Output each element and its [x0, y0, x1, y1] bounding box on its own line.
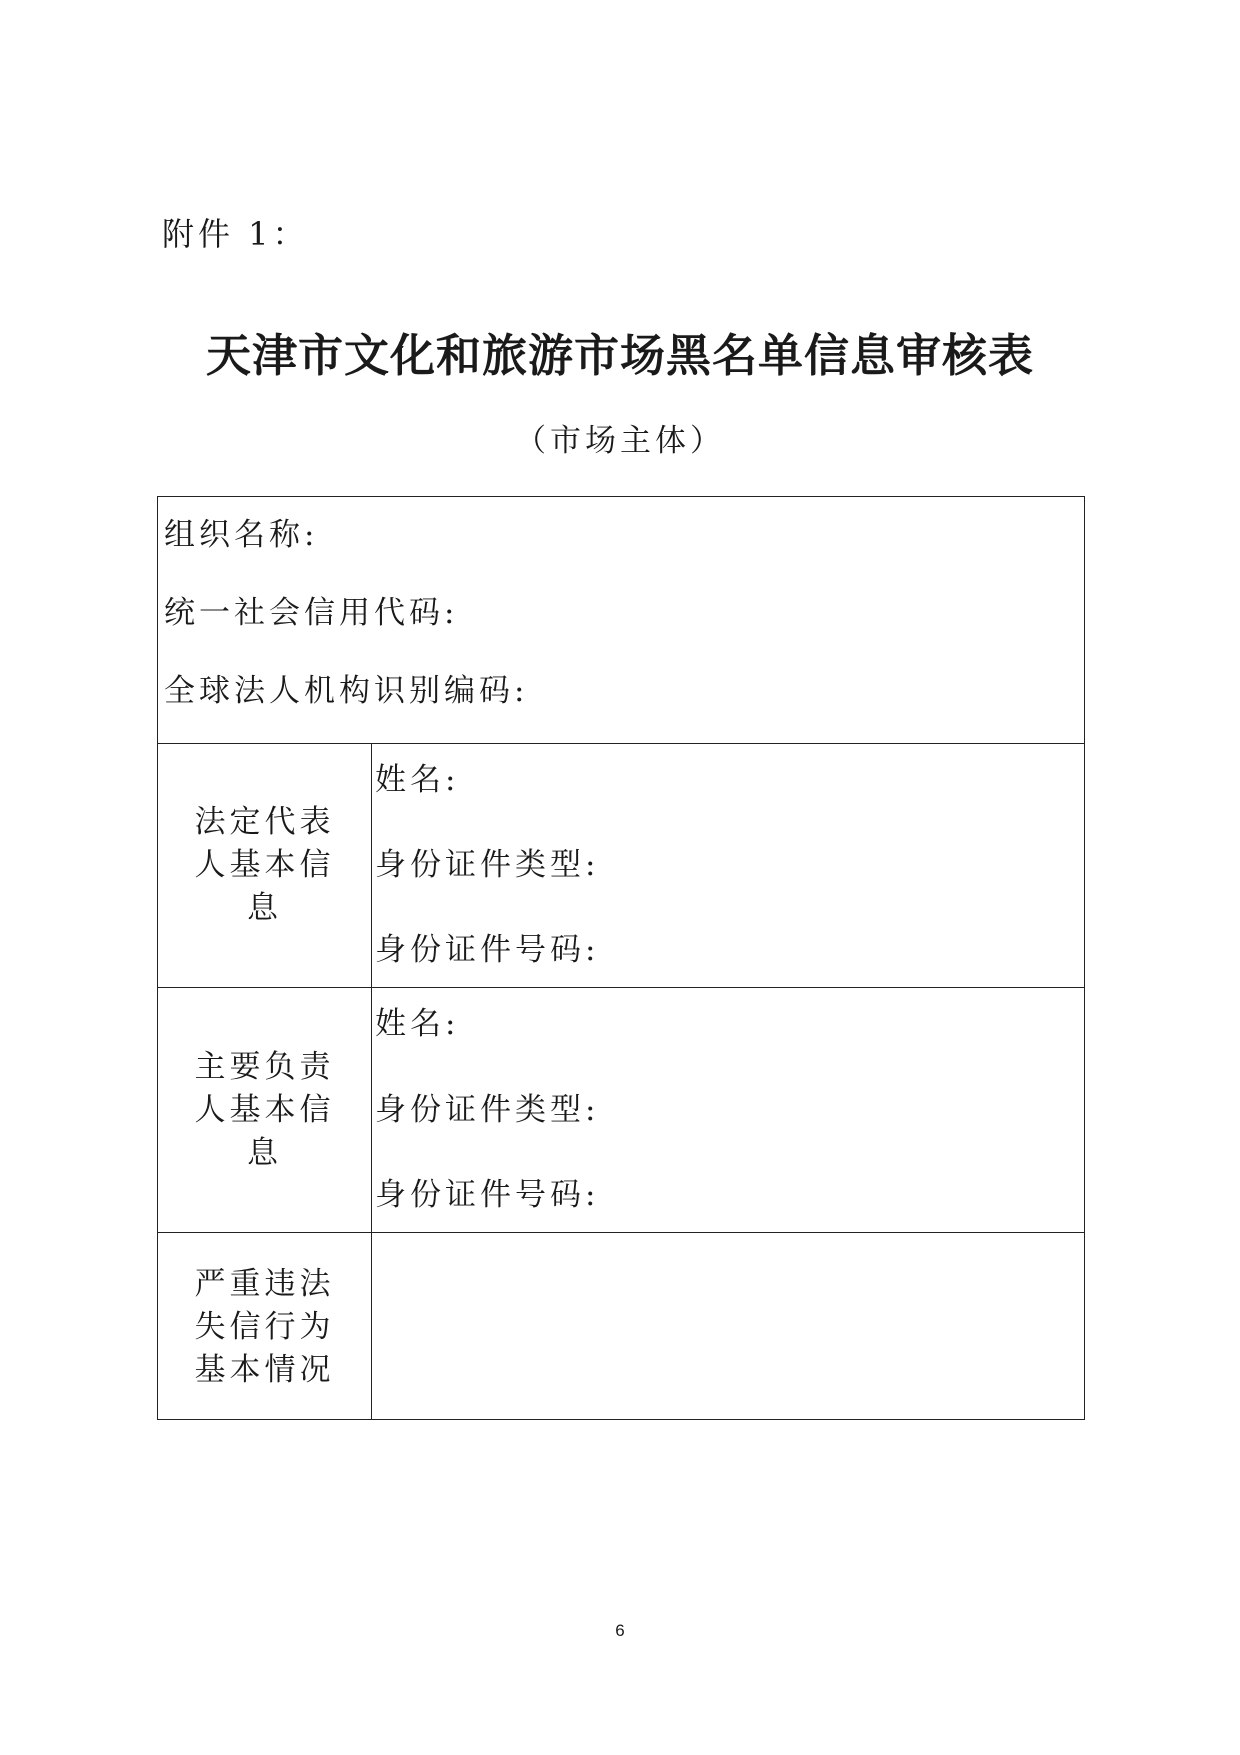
audit-form-table — [157, 496, 1085, 1420]
principal-id-type-label: 身份证件类型: — [375, 1092, 600, 1128]
violation-section-cell — [158, 1233, 371, 1421]
violation-section-label: 严重违法失信行为基本情况 — [194, 1265, 335, 1388]
lei-label: 全球法人机构识别编码: — [164, 673, 529, 709]
principal-section-label: 主要负责人基本信息 — [194, 1048, 335, 1171]
legal-rep-section-label: 法定代表人基本信息 — [194, 804, 335, 926]
credit-code-label: 统一社会信用代码: — [164, 595, 459, 631]
legal-rep-name-label: 姓名: — [375, 762, 460, 798]
principal-section-cell — [158, 988, 371, 1232]
principal-name-label: 姓名: — [375, 1006, 460, 1042]
legal-rep-id-number-label: 身份证件号码: — [375, 932, 600, 968]
document-title: 天津市文化和旅游市场黑名单信息审核表 — [205, 329, 1034, 382]
violation-row — [158, 1232, 1084, 1421]
legal-rep-id-type-label: 身份证件类型: — [375, 847, 600, 883]
legal-rep-section-cell — [158, 744, 371, 987]
column-divider — [371, 743, 372, 1419]
document-subtitle: （市场主体） — [515, 423, 725, 459]
principal-id-number-label: 身份证件号码: — [375, 1177, 600, 1213]
legal-rep-row — [158, 743, 1084, 987]
entity-info-row — [158, 497, 1084, 743]
principal-row — [158, 987, 1084, 1232]
org-name-label: 组织名称: — [164, 517, 319, 553]
page-number: 6 — [615, 1621, 625, 1640]
attachment-label: 附件 1： — [162, 215, 309, 253]
